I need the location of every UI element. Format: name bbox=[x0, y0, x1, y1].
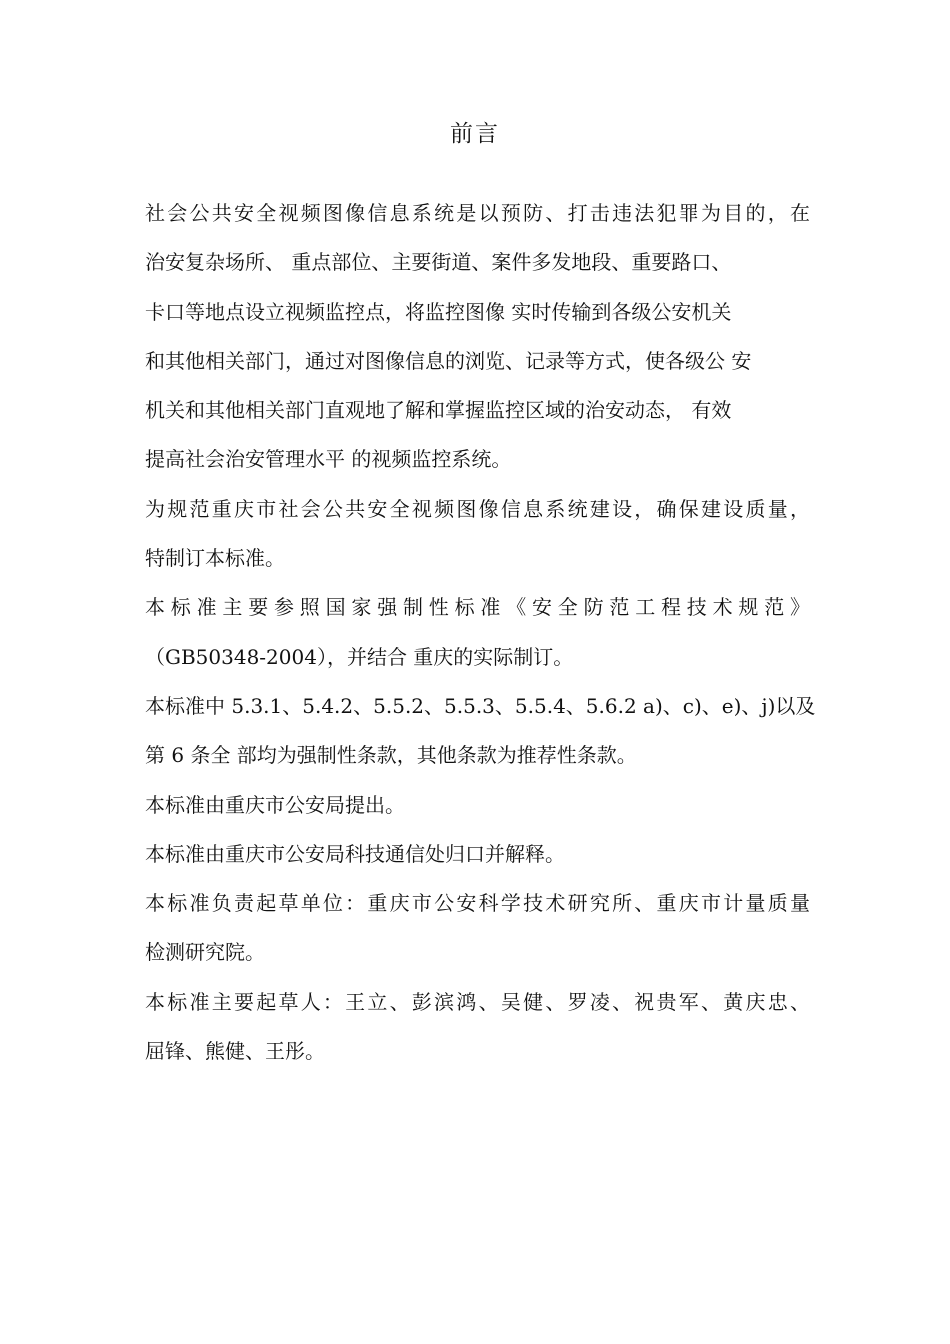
paragraph-line: 检测研究院。 bbox=[145, 940, 265, 965]
paragraph-line: 提高社会治安管理水平 的视频监控系统。 bbox=[145, 447, 512, 472]
paragraph-line: 机关和其他相关部门直观地了解和掌握监控区域的治安动态， 有效 bbox=[145, 398, 732, 423]
paragraph-line: 为规范重庆市社会公共安全视频图像信息系统建设，确保建设质量， bbox=[145, 496, 810, 521]
page-title: 前言 bbox=[450, 121, 500, 147]
paragraph-line: 屈锋、熊健、王彤。 bbox=[145, 1039, 325, 1064]
paragraph-line: 社会公共安全视频图像信息系统是以预防、打击违法犯罪为目的，在 bbox=[145, 201, 810, 225]
paragraph-line: 本标准由重庆市公安局提出。 bbox=[145, 792, 405, 817]
paragraph-line: 治安复杂场所、 重点部位、主要街道、案件多发地段、重要路口、 bbox=[145, 250, 732, 275]
paragraph-line: 本标准负责起草单位：重庆市公安科学技术研究所、重庆市计量质量 bbox=[145, 891, 810, 916]
paragraph-line: 特制订本标准。 bbox=[145, 546, 285, 571]
paragraph-line: （GB50348-2004），并结合 重庆的实际制订。 bbox=[145, 644, 574, 669]
paragraph-line: 和其他相关部门，通过对图像信息的浏览、记录等方式，使各级公 安 bbox=[145, 348, 752, 373]
foreword-body bbox=[145, 189, 816, 1076]
paragraph-line: 本标准由重庆市公安局科技通信处归口并解释。 bbox=[145, 841, 565, 866]
paragraph-line: 第 6 条全 部均为强制性条款，其他条款为推荐性条款。 bbox=[145, 743, 637, 768]
paragraph-line: 卡口等地点设立视频监控点，将监控图像 实时传输到各级公安机关 bbox=[145, 299, 732, 324]
paragraph-line: 本标准主要起草人：王立、彭滨鸿、吴健、罗凌、祝贵军、黄庆忠、 bbox=[145, 989, 810, 1014]
paragraph-line: 本标准主要参照国家强制性标准《安全防范工程技术规范》 bbox=[145, 595, 810, 620]
paragraph-line: 本标准中 5.3.1、5.4.2、5.5.2、5.5.3、5.5.4、5.6.2 a)、c)、e)、j)以及 bbox=[145, 693, 816, 718]
